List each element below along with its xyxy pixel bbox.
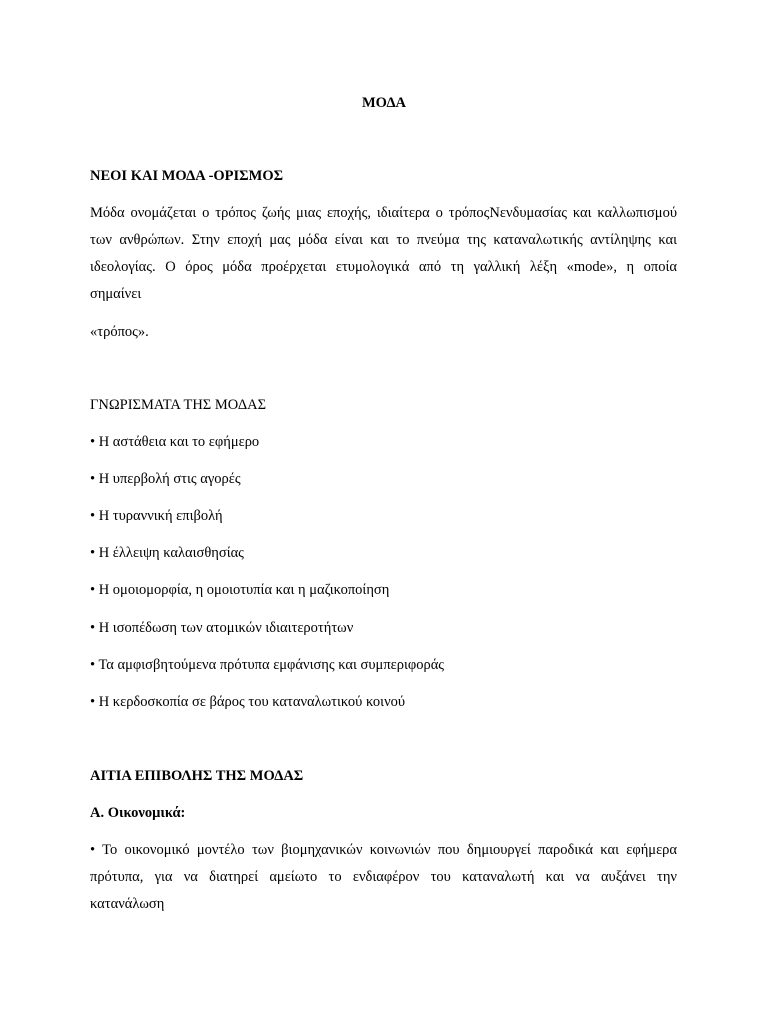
list-item: • Η ισοπέδωση των ατομικών ιδιαιτεροτήτων [90, 620, 354, 636]
paragraph-line: • Το οικονομικό μοντέλο των βιομηχανικών κοινωνιών που δημιουργεί παροδικά και εφήμερα [90, 842, 677, 858]
section-heading-characteristics: ΓΝΩΡΙΣΜΑΤΑ ΤΗΣ ΜΟΔΑΣ [90, 397, 267, 413]
list-item: • Η αστάθεια και το εφήμερο [90, 434, 260, 450]
list-item: • Η ομοιομορφία, η ομοιοτυπία και η μαζικοποίηση [90, 582, 390, 598]
paragraph-line: κατανάλωση [90, 896, 165, 912]
paragraph-line: των ανθρώπων. Στην εποχή μας μόδα είναι και το πνεύμα της καταναλωτικής αντίληψης και [90, 232, 677, 248]
paragraph-line: σημαίνει [90, 286, 142, 302]
list-item: • Η έλλειψη καλαισθησίας [90, 545, 244, 561]
section-heading-definition: ΝΕΟΙ ΚΑΙ ΜΟΔΑ -ΟΡΙΣΜΟΣ [90, 168, 284, 184]
list-item: • Η υπερβολή στις αγορές [90, 471, 241, 487]
paragraph-line: ιδεολογίας. Ο όρος μόδα προέρχεται ετυμολογικά από τη γαλλική λέξη «mode», η οποία [90, 259, 677, 275]
paragraph-tail: «τρόπος». [90, 324, 149, 340]
paragraph-line: πρότυπα, για να διατηρεί αμείωτο το ενδιαφέρον του καταναλωτή και να αυξάνει την [90, 869, 677, 885]
economic-paragraph [90, 837, 677, 918]
list-item: • Τα αμφισβητούμενα πρότυπα εμφάνισης και συμπεριφοράς [90, 657, 445, 673]
section-heading-causes: ΑΙΤΙΑ ΕΠΙΒΟΛΗΣ ΤΗΣ ΜΟΔΑΣ [90, 768, 304, 784]
paragraph-line: Μόδα ονομάζεται ο τρόπος ζωής μιας εποχής, ιδιαίτερα ο τρόποςΝενδυμασίας και καλλωπισμού [90, 205, 677, 221]
list-item: • Η τυραννική επιβολή [90, 508, 223, 524]
list-item: • Η κερδοσκοπία σε βάρος του καταναλωτικού κοινού [90, 694, 406, 710]
section-subheading-economic: Α. Οικονομικά: [90, 805, 186, 821]
definition-paragraph [90, 200, 677, 308]
document-title: ΜΟΔΑ [361, 95, 407, 111]
